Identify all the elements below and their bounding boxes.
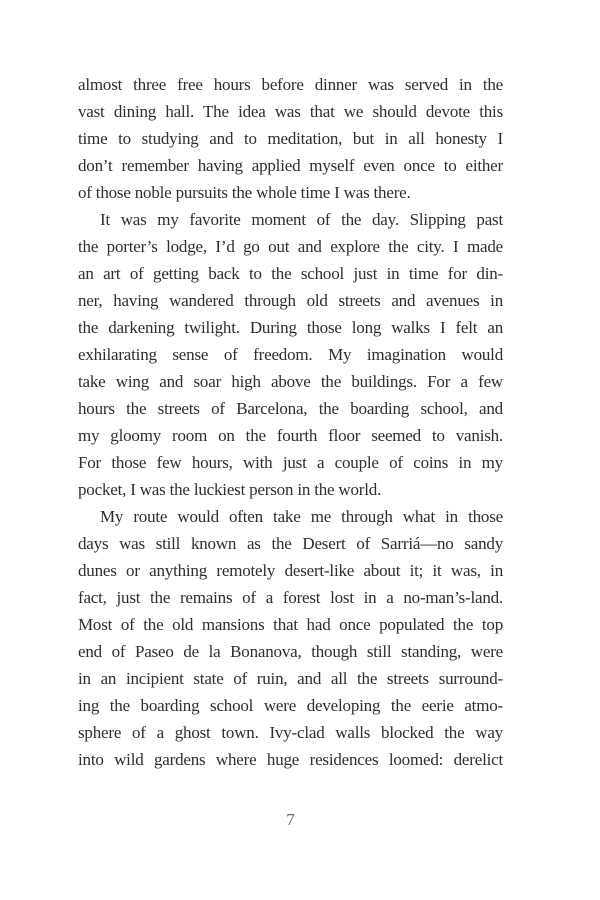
text-line bbox=[78, 233, 503, 260]
text-line-content: of those noble pursuits the whole time I was there. bbox=[78, 183, 411, 202]
text-line-content: the porter’s lodge, I’d go out and explore the city. I made bbox=[78, 237, 503, 256]
paragraph bbox=[78, 206, 503, 503]
text-line-content: pocket, I was the luckiest person in the world. bbox=[78, 480, 382, 499]
text-line bbox=[78, 503, 503, 530]
text-line-content: almost three free hours before dinner was served in the bbox=[78, 75, 503, 94]
text-line bbox=[78, 314, 503, 341]
text-line-content: ing the boarding school were developing the eerie atmo- bbox=[78, 696, 503, 715]
text-line-content: ner, having wandered through old streets and avenues in bbox=[78, 291, 503, 310]
text-line-content: end of Paseo de la Bonanova, though still standing, were bbox=[78, 642, 503, 661]
text-line-content: fact, just the remains of a forest lost in a no-man’s-land. bbox=[78, 588, 503, 607]
text-line bbox=[78, 341, 503, 368]
text-line bbox=[78, 98, 503, 125]
text-line-content: hours the streets of Barcelona, the boarding school, and bbox=[78, 399, 503, 418]
text-line bbox=[78, 746, 503, 773]
text-line-content: days was still known as the Desert of Sarriá—no sandy bbox=[78, 534, 503, 553]
text-line-content: in an incipient state of ruin, and all the streets surround- bbox=[78, 669, 503, 688]
text-line bbox=[78, 638, 503, 665]
text-line bbox=[78, 692, 503, 719]
text-line bbox=[78, 206, 503, 233]
paragraph bbox=[78, 503, 503, 773]
text-line-content: For those few hours, with just a couple of coins in my bbox=[78, 453, 503, 472]
text-line bbox=[78, 719, 503, 746]
page-text bbox=[78, 71, 503, 773]
text-line bbox=[78, 152, 503, 179]
text-line-content: vast dining hall. The idea was that we should devote this bbox=[78, 102, 503, 121]
text-line-content: exhilarating sense of freedom. My imagination would bbox=[78, 345, 503, 364]
text-line-content: the darkening twilight. During those long walks I felt an bbox=[78, 318, 503, 337]
text-line-content: time to studying and to meditation, but in all honesty I bbox=[78, 129, 503, 148]
text-line-content: My route would often take me through what in those bbox=[100, 507, 503, 526]
text-line-content: into wild gardens where huge residences loomed: derelict bbox=[78, 750, 503, 769]
text-line bbox=[78, 179, 503, 206]
text-line-content: take wing and soar high above the buildings. For a few bbox=[78, 372, 503, 391]
text-line-content: Most of the old mansions that had once populated the top bbox=[78, 615, 503, 634]
text-line bbox=[78, 395, 503, 422]
text-line bbox=[78, 557, 503, 584]
text-line-content: It was my favorite moment of the day. Slipping past bbox=[100, 210, 503, 229]
text-line bbox=[78, 611, 503, 638]
paragraph bbox=[78, 71, 503, 206]
text-line-content: my gloomy room on the fourth floor seemed to vanish. bbox=[78, 426, 503, 445]
text-line-content: an art of getting back to the school just in time for din- bbox=[78, 264, 503, 283]
text-line bbox=[78, 125, 503, 152]
text-line bbox=[78, 368, 503, 395]
text-line-content: sphere of a ghost town. Ivy-clad walls blocked the way bbox=[78, 723, 503, 742]
text-line bbox=[78, 476, 503, 503]
page-number: 7 bbox=[286, 810, 295, 829]
text-line bbox=[78, 287, 503, 314]
text-line bbox=[78, 530, 503, 557]
text-line bbox=[78, 665, 503, 692]
text-line bbox=[78, 584, 503, 611]
text-line bbox=[78, 422, 503, 449]
text-line-content: don’t remember having applied myself even once to either bbox=[78, 156, 503, 175]
text-line bbox=[78, 449, 503, 476]
text-line-content: dunes or anything remotely desert-like about it; it was, in bbox=[78, 561, 503, 580]
text-line bbox=[78, 260, 503, 287]
text-line bbox=[78, 71, 503, 98]
